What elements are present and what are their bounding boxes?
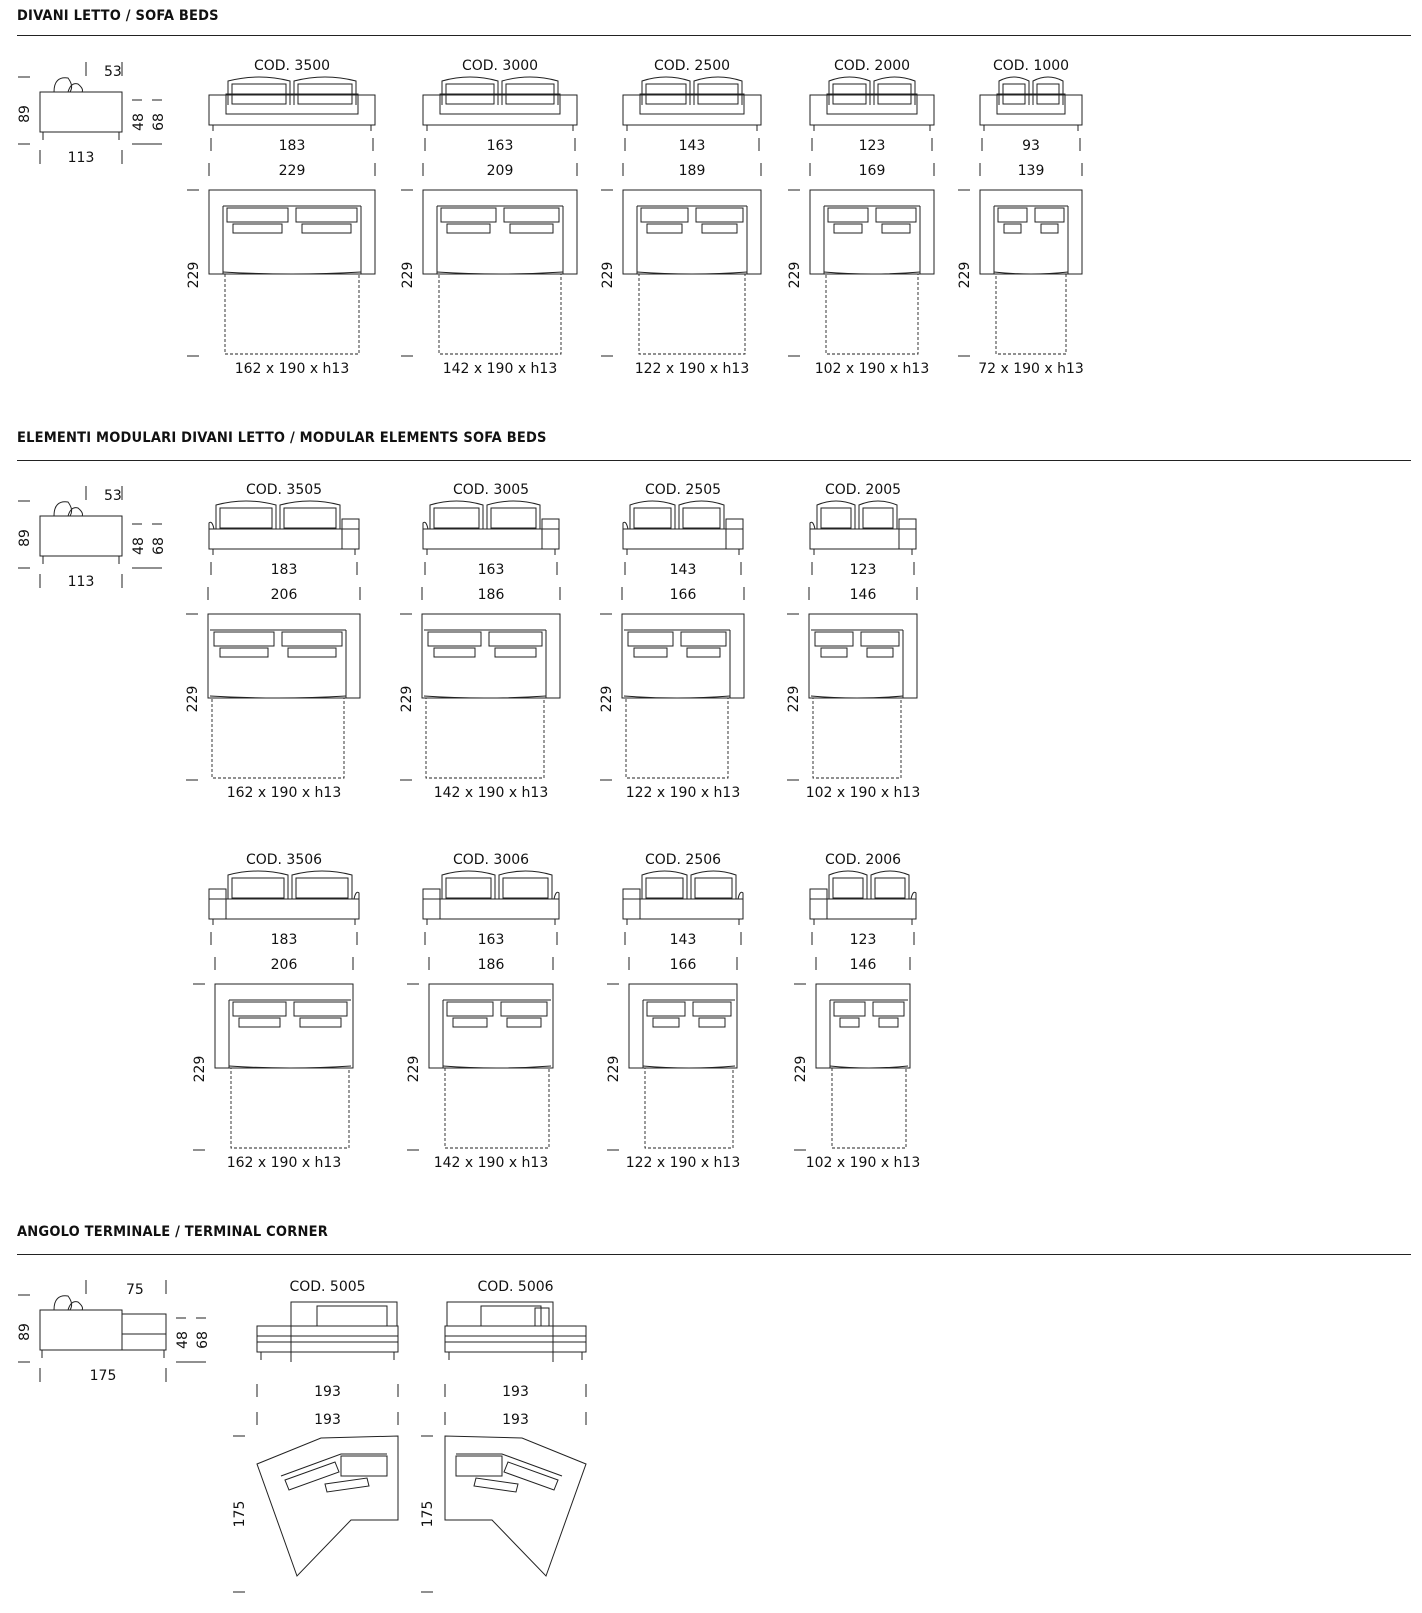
profile-seat-dim: 48 bbox=[131, 113, 147, 131]
profile-height-dim: 89 bbox=[17, 1323, 33, 1341]
open-depth-dim: 229 bbox=[185, 685, 201, 713]
modular-right-unit-3 bbox=[793, 852, 920, 1171]
profile-arm-dim: 68 bbox=[151, 537, 167, 555]
open-width-dim: 166 bbox=[669, 587, 697, 603]
product-code: COD. 1000 bbox=[992, 58, 1070, 74]
front-width-dim: 163 bbox=[477, 932, 505, 948]
plan-depth-dim: 175 bbox=[232, 1500, 248, 1528]
open-width-dim: 206 bbox=[270, 587, 298, 603]
front-width-dim: 183 bbox=[270, 932, 298, 948]
front-width-dim: 143 bbox=[678, 138, 706, 154]
front-width-dim: 143 bbox=[669, 562, 697, 578]
modular-right-unit-1 bbox=[406, 852, 559, 1171]
profile-top-dim: 75 bbox=[126, 1282, 144, 1298]
open-width-dim: 146 bbox=[849, 957, 877, 973]
product-code: COD. 3000 bbox=[461, 58, 539, 74]
front-width-dim: 163 bbox=[486, 138, 514, 154]
profile-depth-dim: 175 bbox=[89, 1368, 117, 1384]
side-profile bbox=[17, 1280, 211, 1384]
product-code: COD. 2506 bbox=[644, 852, 722, 868]
open-depth-dim: 229 bbox=[793, 1055, 809, 1083]
modular-right-unit-2 bbox=[606, 852, 743, 1171]
section-title-sofa-beds: DIVANI LETTO / SOFA BEDS bbox=[17, 8, 219, 24]
side-profile bbox=[17, 486, 167, 590]
mattress-size-label: 162 x 190 x h13 bbox=[226, 785, 342, 801]
sofa-bed-unit-1 bbox=[400, 58, 577, 377]
profile-arm-dim: 68 bbox=[195, 1331, 211, 1349]
open-depth-dim: 229 bbox=[606, 1055, 622, 1083]
open-depth-dim: 229 bbox=[406, 1055, 422, 1083]
profile-seat-dim: 48 bbox=[175, 1331, 191, 1349]
front-width-dim: 183 bbox=[278, 138, 306, 154]
sofa-bed-unit-2 bbox=[600, 58, 761, 377]
front-width-dim: 193 bbox=[502, 1384, 529, 1400]
corner-unit-0 bbox=[232, 1279, 398, 1592]
open-depth-dim: 229 bbox=[399, 685, 415, 713]
profile-arm-dim: 68 bbox=[151, 113, 167, 131]
open-width-dim: 169 bbox=[858, 163, 886, 179]
side-profile bbox=[17, 62, 167, 166]
plan-depth-dim: 175 bbox=[420, 1500, 436, 1528]
open-width-dim: 139 bbox=[1017, 163, 1045, 179]
product-code: COD. 5006 bbox=[477, 1279, 554, 1295]
product-code: COD. 2500 bbox=[653, 58, 731, 74]
open-depth-dim: 229 bbox=[957, 261, 973, 289]
mattress-size-label: 162 x 190 x h13 bbox=[234, 361, 350, 377]
open-depth-dim: 229 bbox=[192, 1055, 208, 1083]
front-width-dim: 163 bbox=[477, 562, 505, 578]
profile-depth-dim: 113 bbox=[67, 150, 95, 166]
open-depth-dim: 229 bbox=[186, 261, 202, 289]
product-code: COD. 5005 bbox=[289, 1279, 366, 1295]
profile-height-dim: 89 bbox=[17, 105, 33, 123]
modular-left-unit-3 bbox=[786, 482, 920, 801]
mattress-size-label: 102 x 190 x h13 bbox=[805, 1155, 921, 1171]
open-width-dim: 166 bbox=[669, 957, 697, 973]
section-title-modular-elements: ELEMENTI MODULARI DIVANI LETTO / MODULAR ELEMENTS SOFA BEDS bbox=[17, 430, 547, 446]
front-width-dim: 123 bbox=[849, 932, 877, 948]
mattress-size-label: 122 x 190 x h13 bbox=[625, 1155, 741, 1171]
modular-left-unit-2 bbox=[599, 482, 744, 801]
mattress-size-label: 142 x 190 x h13 bbox=[433, 785, 549, 801]
open-depth-dim: 229 bbox=[786, 685, 802, 713]
open-width-dim: 186 bbox=[477, 587, 505, 603]
profile-top-dim: 53 bbox=[104, 488, 122, 504]
open-width-dim: 189 bbox=[678, 163, 706, 179]
profile-top-dim: 53 bbox=[104, 64, 122, 80]
section-title-terminal-corner: ANGOLO TERMINALE / TERMINAL CORNER bbox=[17, 1224, 328, 1240]
mattress-size-label: 162 x 190 x h13 bbox=[226, 1155, 342, 1171]
open-depth-dim: 229 bbox=[600, 261, 616, 289]
open-width-dim: 229 bbox=[278, 163, 306, 179]
modular-right-unit-0 bbox=[192, 852, 359, 1171]
front-width-dim: 123 bbox=[858, 138, 886, 154]
mattress-size-label: 142 x 190 x h13 bbox=[442, 361, 558, 377]
sofa-bed-unit-4 bbox=[957, 58, 1084, 377]
mattress-size-label: 102 x 190 x h13 bbox=[805, 785, 921, 801]
product-code: COD. 3005 bbox=[452, 482, 530, 498]
product-code: COD. 2006 bbox=[824, 852, 902, 868]
front-width-dim: 193 bbox=[314, 1384, 341, 1400]
open-depth-dim: 229 bbox=[787, 261, 803, 289]
plan-width-dim: 193 bbox=[502, 1412, 529, 1428]
corner-unit-1 bbox=[420, 1279, 586, 1592]
product-code: COD. 3506 bbox=[245, 852, 323, 868]
plan-width-dim: 193 bbox=[314, 1412, 341, 1428]
mattress-size-label: 122 x 190 x h13 bbox=[634, 361, 750, 377]
mattress-size-label: 122 x 190 x h13 bbox=[625, 785, 741, 801]
front-width-dim: 143 bbox=[669, 932, 697, 948]
open-width-dim: 146 bbox=[849, 587, 877, 603]
sofa-bed-unit-0 bbox=[186, 58, 375, 377]
product-code: COD. 2005 bbox=[824, 482, 902, 498]
profile-height-dim: 89 bbox=[17, 529, 33, 547]
profile-seat-dim: 48 bbox=[131, 537, 147, 555]
modular-left-unit-1 bbox=[399, 482, 560, 801]
mattress-size-label: 142 x 190 x h13 bbox=[433, 1155, 549, 1171]
product-code: COD. 3006 bbox=[452, 852, 530, 868]
mattress-size-label: 72 x 190 x h13 bbox=[978, 361, 1084, 377]
product-code: COD. 3505 bbox=[245, 482, 323, 498]
profile-depth-dim: 113 bbox=[67, 574, 95, 590]
modular-left-unit-0 bbox=[185, 482, 360, 801]
open-depth-dim: 229 bbox=[599, 685, 615, 713]
open-width-dim: 186 bbox=[477, 957, 505, 973]
product-code: COD. 3500 bbox=[253, 58, 331, 74]
front-width-dim: 183 bbox=[270, 562, 298, 578]
mattress-size-label: 102 x 190 x h13 bbox=[814, 361, 930, 377]
product-code: COD. 2505 bbox=[644, 482, 722, 498]
product-code: COD. 2000 bbox=[833, 58, 911, 74]
front-width-dim: 123 bbox=[849, 562, 877, 578]
front-width-dim: 93 bbox=[1022, 138, 1040, 154]
open-depth-dim: 229 bbox=[400, 261, 416, 289]
sofa-bed-unit-3 bbox=[787, 58, 934, 377]
open-width-dim: 209 bbox=[486, 163, 514, 179]
open-width-dim: 206 bbox=[270, 957, 298, 973]
